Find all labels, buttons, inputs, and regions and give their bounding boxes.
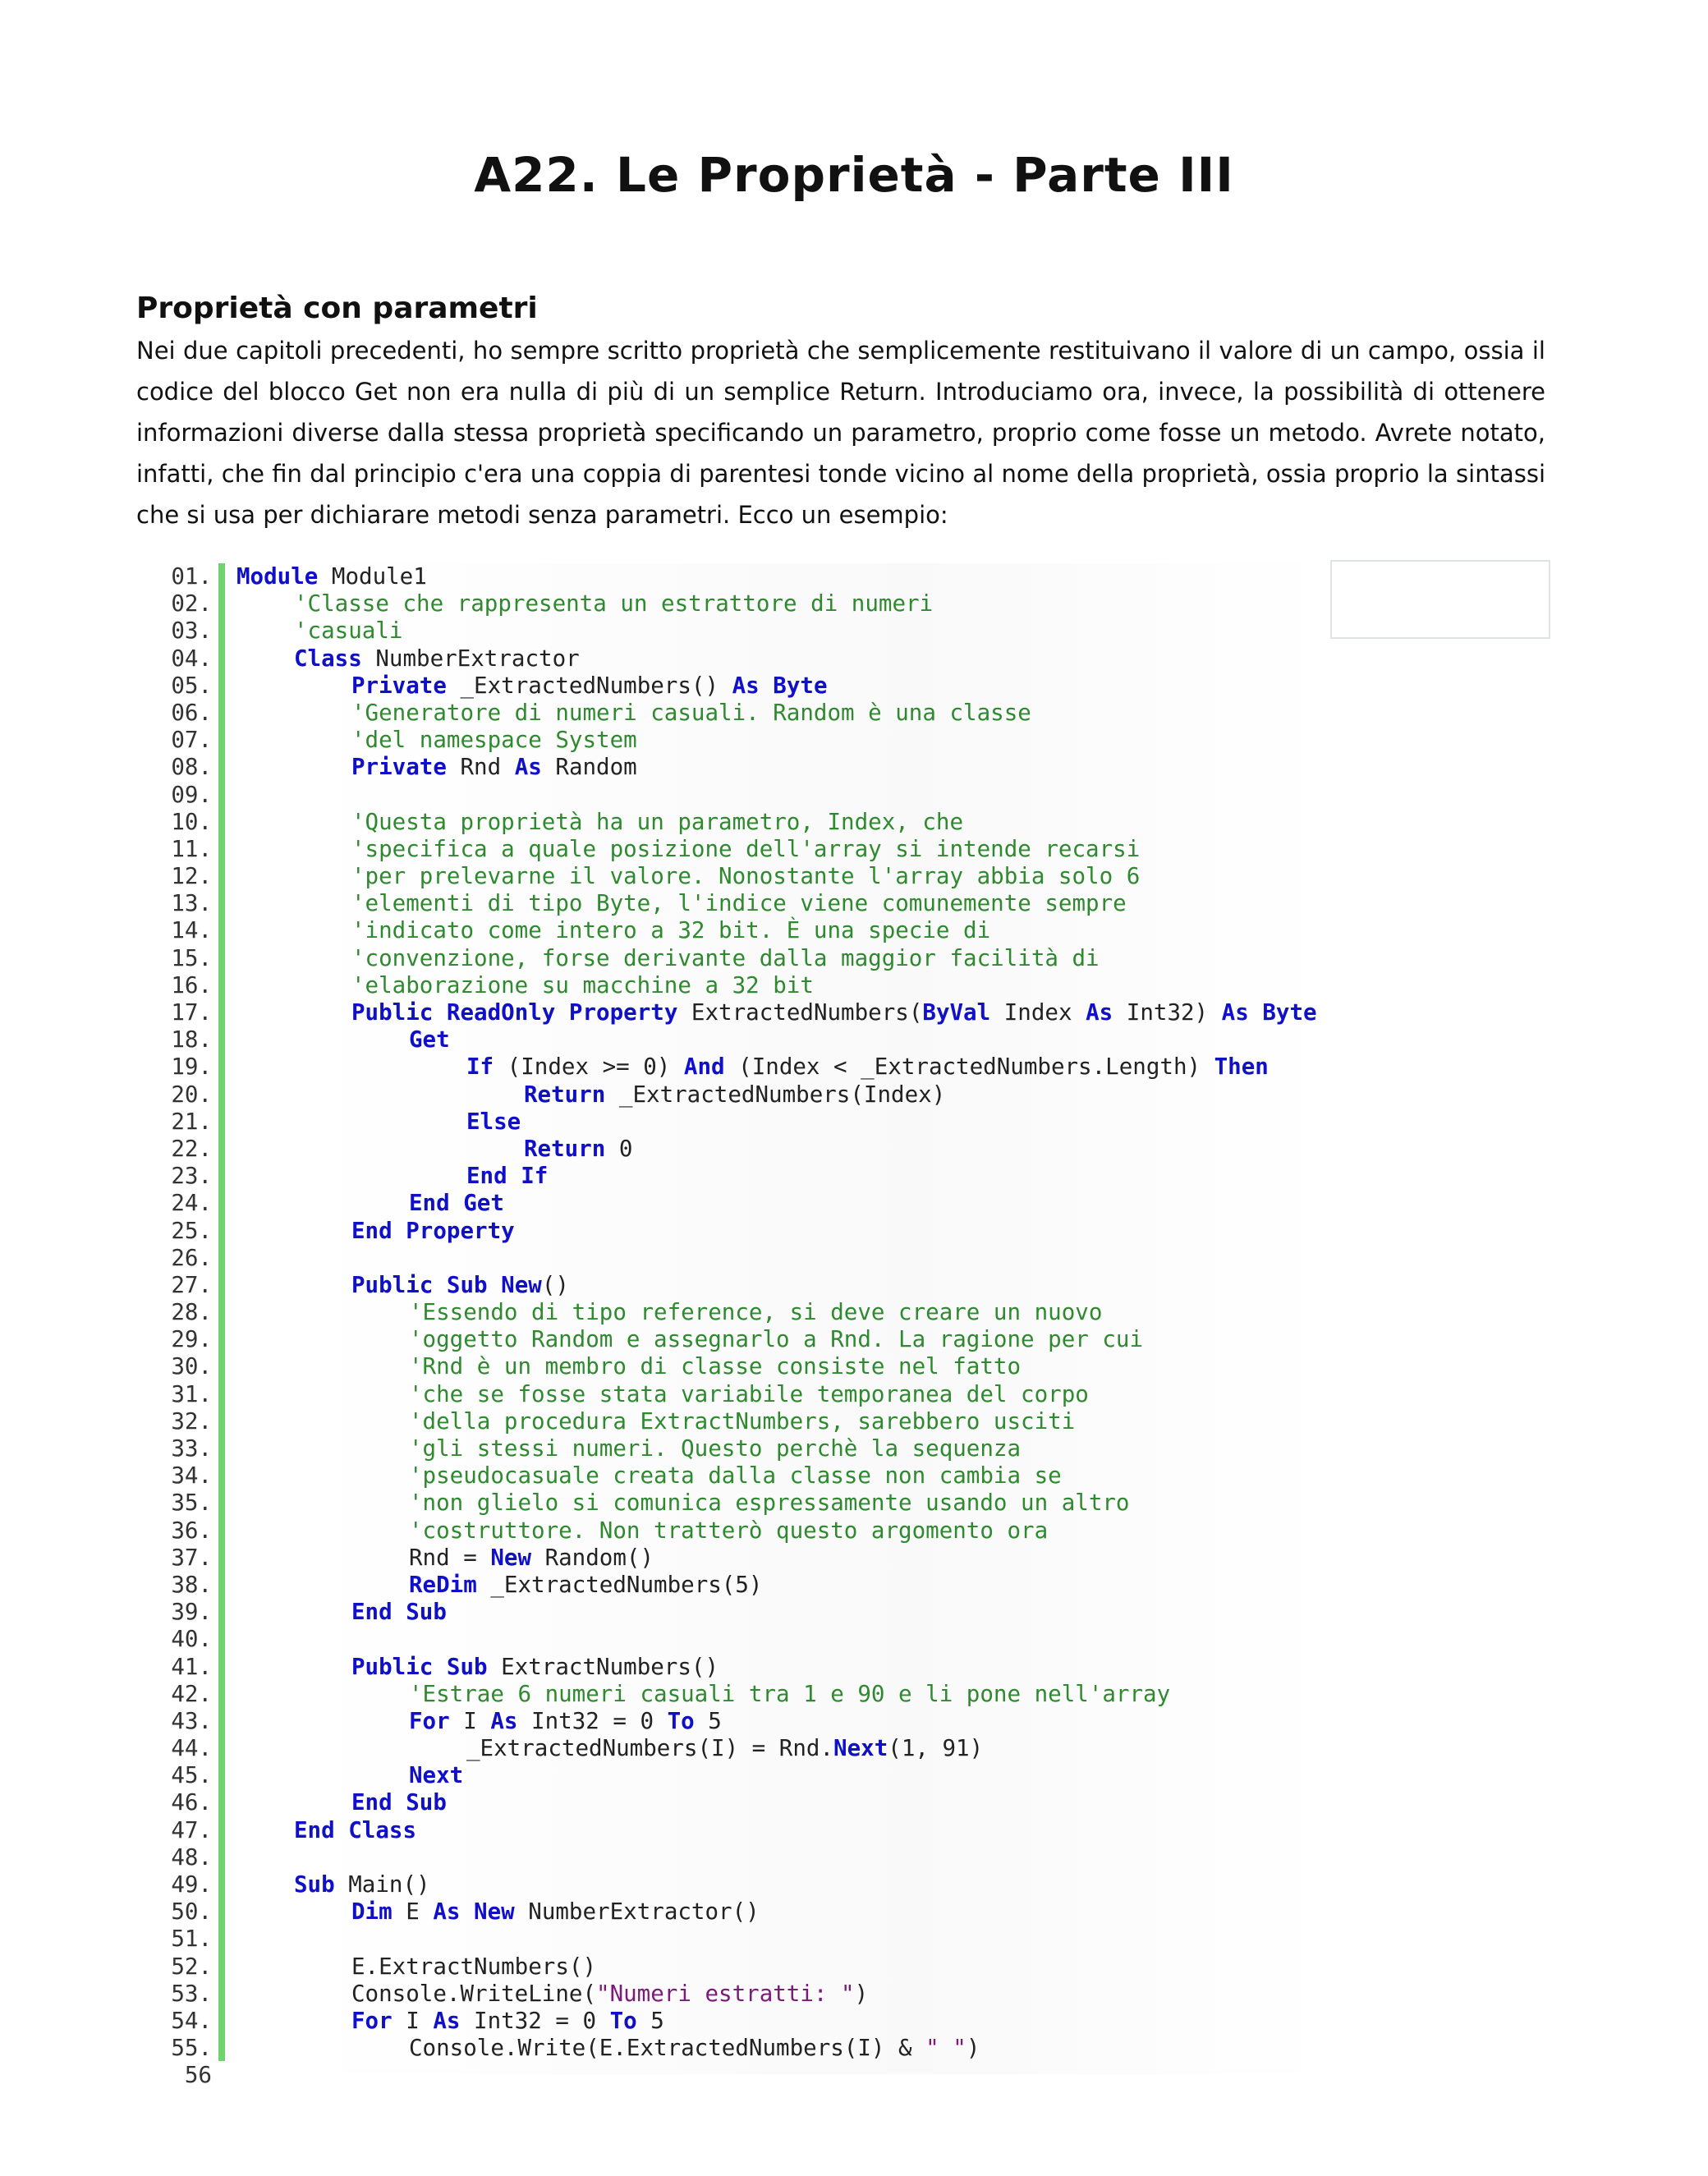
code-token [460,1898,474,1925]
code-token: Random() [531,1544,654,1571]
code-keyword: End Property [351,1217,515,1244]
code-line [156,1817,1552,1844]
code-text [236,1136,632,1163]
code-token: Int32) [1113,999,1222,1026]
code-line [156,1435,1552,1462]
code-token: (Index >= 0) [494,1054,684,1081]
code-text [236,1218,515,1245]
code-token: (1, 91) [888,1735,984,1762]
code-line [156,645,1552,673]
code-text [236,1871,430,1898]
code-text [236,1299,1102,1326]
code-line [156,1054,1552,1081]
code-keyword: New [490,1544,532,1571]
code-comment: 'convenzione, forse derivante dalla maggior facilità di [351,944,1100,971]
line-number: 22. [171,1135,212,1162]
line-number: 14. [171,917,212,944]
code-text [236,590,933,617]
code-token [433,999,447,1026]
code-block [156,563,1552,2089]
code-token: _ExtractedNumbers(5) [476,1571,763,1598]
code-token: Int32 = 0 [517,1707,668,1734]
code-keyword: ReadOnly [446,999,556,1026]
code-token: Console.WriteLine( [351,1980,597,2007]
line-number: 26. [171,1244,212,1271]
line-number: 56 [184,2062,212,2089]
code-text [236,754,637,781]
code-text [236,645,580,673]
code-text [236,1898,760,1926]
code-text [236,1490,1130,1517]
page-title: A22. Le Proprietà - Parte III [474,147,1234,203]
code-comment: 'della procedura ExtractNumbers, sarebbero usciti [409,1407,1076,1435]
code-line [156,1626,1552,1653]
line-number: 09. [171,781,212,808]
code-text [236,945,1100,972]
code-text [236,1762,463,1789]
line-number: 10. [171,808,212,835]
code-comment: 'Rnd è un membro di classe consiste nel fatto [409,1353,1022,1380]
line-number: 15. [171,944,212,971]
code-line [156,1762,1552,1789]
code-token: Module1 [318,563,427,590]
code-line [156,1353,1552,1380]
line-number: 40. [171,1626,212,1653]
code-line [156,563,1552,590]
code-comment: 'gli stessi numeri. Questo perchè la sequenza [409,1435,1022,1462]
code-text [236,972,814,999]
line-number: 53. [171,1980,212,2007]
code-token: 5 [636,2007,664,2034]
code-comment: 'per prelevarne il valore. Nonostante l'array abbia solo 6 [351,863,1141,890]
code-line [156,1026,1552,1054]
code-keyword: Then [1214,1054,1269,1081]
code-keyword: As [1221,999,1249,1026]
code-text [236,727,637,754]
line-number: 31. [171,1380,212,1407]
code-keyword: As [732,672,760,699]
code-keyword: Public [351,999,434,1026]
code-line [156,782,1552,809]
code-text [236,999,1317,1026]
code-keyword: For [351,2007,393,2034]
code-token: 0 [605,1135,633,1162]
code-line [156,1163,1552,1190]
code-comment: 'elementi di tipo Byte, l'indice viene comunemente sempre [351,890,1127,917]
code-keyword: Class [294,645,362,672]
code-keyword: As [1086,999,1113,1026]
code-line [156,590,1552,617]
code-token: E.ExtractNumbers() [351,1953,597,1980]
code-line [156,1981,1552,2008]
code-text [236,1272,569,1299]
line-number: 42. [171,1680,212,1707]
code-line [156,917,1552,944]
code-text [236,1953,596,1981]
code-line [156,863,1552,890]
line-number: 27. [171,1271,212,1298]
code-line [156,700,1552,727]
code-token: I [392,2007,434,2034]
code-token: _ExtractedNumbers(Index) [605,1081,946,1108]
code-token: NumberExtractor() [514,1898,760,1926]
line-number: 03. [171,617,212,645]
code-keyword: As [433,1898,461,1926]
code-string: "Numeri estratti: " [596,1980,855,2007]
line-number: 06. [171,699,212,726]
code-token [433,1272,447,1298]
intro-paragraph: Nei due capitoli precedenti, ho sempre scritto proprietà che semplicemente restituivano il valore di un campo, ossia il codice del blocco Get non era nulla di più di un semplice Return. Introduciamo ora, invece, la possibilità di ottenere informazioni diverse dalla stessa proprietà specificando un parametro, proprio come fosse un metodo. Avrete notato, infatti, che fin dal principio c'era una coppia di parentesi tonde vicino al nome della proprietà, ossia proprio la sintassi che si usa per dichiarare metodi senza parametri. Ecco un esempio: [136,337,1545,529]
line-number: 49. [171,1871,212,1898]
code-text [236,1654,719,1681]
code-string: " " [925,2035,966,2062]
line-number: 04. [171,645,212,672]
code-text [236,2035,980,2062]
code-line [156,1572,1552,1599]
code-token: Index [990,999,1086,1026]
line-number: 37. [171,1544,212,1571]
line-number: 34. [171,1462,212,1490]
line-number: 12. [171,863,212,890]
line-number: 20. [171,1081,212,1108]
line-number: 08. [171,754,212,781]
code-text [236,1353,1021,1380]
code-line [156,1654,1552,1681]
line-number: 35. [171,1490,212,1517]
line-number: 13. [171,890,212,917]
line-number: 16. [171,971,212,998]
code-line [156,1245,1552,1272]
line-number: 48. [171,1843,212,1871]
code-keyword: Property [568,999,678,1026]
code-keyword: Dim [351,1898,393,1926]
code-keyword: ReDim [409,1571,477,1598]
code-text [236,1026,450,1054]
code-keyword: Public [351,1271,434,1298]
line-number: 44. [171,1735,212,1762]
code-token: () [541,1271,569,1298]
code-text [236,1109,521,1136]
code-token [555,999,569,1026]
code-text [236,1081,945,1109]
code-line [156,2062,1552,2089]
code-lines [156,563,1552,2090]
code-token: ExtractedNumbers( [677,999,923,1026]
code-text [236,700,1031,727]
code-line [156,2008,1552,2035]
line-number: 47. [171,1816,212,1843]
code-line [156,1599,1552,1626]
code-line [156,1190,1552,1217]
code-text [236,2008,664,2035]
code-keyword: Byte [1262,999,1317,1026]
code-text [236,617,402,645]
line-number: 46. [171,1789,212,1816]
code-line [156,1844,1552,1871]
line-number: 21. [171,1108,212,1135]
code-comment: 'casuali [294,617,403,645]
section-heading: Proprietà con parametri [136,292,538,325]
code-text [236,1435,1021,1462]
code-keyword: As [433,2007,461,2034]
code-line [156,1735,1552,1762]
code-token [488,1272,502,1298]
line-number: 41. [171,1653,212,1680]
line-number: 38. [171,1571,212,1598]
code-keyword: For [409,1707,450,1734]
code-keyword: As [490,1707,518,1734]
line-number: 11. [171,835,212,862]
line-number: 30. [171,1353,212,1380]
code-comment: 'che se fosse stata variabile temporanea del corpo [409,1380,1089,1407]
code-line [156,1490,1552,1517]
code-keyword: Byte [773,672,828,699]
code-token: Rnd = [409,1544,491,1571]
code-keyword: New [501,1271,542,1298]
code-token: (Index < _ExtractedNumbers.Length) [724,1054,1214,1081]
code-comment: 'indicato come intero a 32 bit. È una specie di [351,917,991,944]
code-text [236,1163,548,1190]
line-number: 24. [171,1190,212,1217]
line-number: 43. [171,1707,212,1734]
code-line [156,1517,1552,1545]
code-keyword: Module [236,563,319,590]
code-line [156,1545,1552,1572]
code-line [156,2035,1552,2062]
code-text [236,836,1140,863]
code-text [236,1599,447,1626]
code-line [156,809,1552,836]
code-line [156,673,1552,700]
code-keyword: Private [351,672,447,699]
code-keyword: To [667,1707,695,1734]
line-number: 32. [171,1407,212,1435]
code-text [236,1054,1269,1081]
code-line [156,1218,1552,1245]
code-keyword: Public [351,1653,434,1680]
line-number: 33. [171,1435,212,1462]
line-number: 36. [171,1517,212,1544]
code-keyword: Return [524,1135,606,1162]
code-line [156,1462,1552,1490]
code-keyword: Next [833,1735,888,1762]
code-token [760,673,774,699]
code-comment: 'Generatore di numeri casuali. Random è una classe [351,699,1031,726]
line-number: 18. [171,1026,212,1054]
code-text [236,1708,722,1735]
code-keyword: Sub [446,1653,488,1680]
code-line [156,1789,1552,1816]
code-line [156,1708,1552,1735]
code-text [236,1326,1143,1353]
code-text [236,1381,1089,1408]
code-keyword: End If [466,1163,549,1190]
line-number: 23. [171,1163,212,1190]
code-keyword: New [474,1898,515,1926]
code-line [156,1272,1552,1299]
line-number: 55. [171,2035,212,2062]
code-text [236,1735,983,1762]
code-comment: 'specifica a quale posizione dell'array si intende recarsi [351,835,1141,862]
code-comment: 'Questa proprietà ha un parametro, Index, che [351,808,964,835]
code-token: Rnd [446,754,515,781]
code-comment: 'Estrae 6 numeri casuali tra 1 e 90 e li pone nell'array [409,1680,1171,1707]
code-comment: 'non glielo si comunica espressamente usando un altro [409,1490,1130,1517]
code-line [156,1136,1552,1163]
code-comment: 'elaborazione su macchine a 32 bit [351,971,814,998]
code-comment: 'pseudocasuale creata dalla classe non cambia se [409,1462,1062,1490]
code-keyword: To [609,2007,637,2034]
code-keyword: Sub [294,1871,335,1898]
code-text [236,890,1127,917]
code-keyword: ByVal [922,999,991,1026]
code-text [236,917,990,944]
code-text [236,1789,447,1816]
code-token: ExtractNumbers() [487,1653,719,1680]
line-number: 54. [171,2007,212,2034]
code-keyword: As [514,754,542,781]
code-comment: 'oggetto Random e assegnarlo a Rnd. La ragione per cui [409,1326,1144,1353]
code-keyword: Next [409,1762,464,1789]
line-number: 05. [171,672,212,699]
code-comment: 'del namespace System [351,727,637,754]
code-token: 5 [694,1707,722,1734]
code-line [156,1081,1552,1109]
code-line [156,1381,1552,1408]
code-line [156,1109,1552,1136]
code-comment: 'Classe che rappresenta un estrattore di numeri [294,590,934,617]
code-token: I [449,1707,491,1734]
code-line [156,1408,1552,1435]
code-line [156,1299,1552,1326]
code-line [156,1326,1552,1353]
code-token: _ExtractedNumbers(I) = Rnd. [466,1735,834,1762]
code-text [236,863,1140,890]
code-comment: 'Essendo di tipo reference, si deve creare un nuovo [409,1299,1103,1326]
code-line [156,754,1552,781]
code-text [236,563,427,590]
code-keyword: Return [524,1081,606,1108]
code-comment: 'costruttore. Non tratterò questo argomento ora [409,1517,1049,1544]
code-keyword: End Class [294,1816,417,1843]
code-token: Random [541,754,637,781]
code-keyword: If [466,1054,494,1081]
code-text [236,1190,504,1217]
code-text [236,1462,1062,1490]
line-number: 25. [171,1217,212,1244]
code-token: Main() [334,1871,430,1898]
code-token: _ExtractedNumbers() [446,672,732,699]
line-number: 19. [171,1054,212,1081]
code-keyword: Private [351,754,447,781]
code-line [156,727,1552,754]
code-line [156,999,1552,1026]
code-text [236,1408,1075,1435]
code-line [156,1681,1552,1708]
line-number: 52. [171,1953,212,1980]
code-line [156,1926,1552,1953]
code-keyword: Get [409,1026,450,1054]
line-number: 07. [171,727,212,754]
code-token: NumberExtractor [361,645,580,672]
code-line [156,945,1552,972]
code-keyword: End Sub [351,1789,447,1816]
code-line [156,972,1552,999]
code-keyword: End Get [409,1190,504,1217]
code-text [236,673,828,700]
line-number: 28. [171,1299,212,1326]
code-token: Console.Write(E.ExtractedNumbers(I) & [409,2035,926,2062]
line-number: 39. [171,1599,212,1626]
code-text [236,1817,416,1844]
code-text [236,1572,762,1599]
code-text [236,1681,1170,1708]
line-number: 50. [171,1898,212,1926]
code-keyword: Sub [446,1271,488,1298]
code-text [236,1517,1048,1545]
code-token: Int32 = 0 [460,2007,610,2034]
code-text [236,1545,654,1572]
code-keyword: And [683,1054,725,1081]
code-token [1249,999,1263,1026]
code-token: ) [966,2035,980,2062]
code-text [236,1981,868,2008]
line-number: 02. [171,590,212,617]
code-line [156,617,1552,645]
line-number: 45. [171,1762,212,1789]
code-token: ) [854,1980,869,2007]
code-token: E [392,1898,434,1926]
code-line [156,1898,1552,1926]
line-number: 29. [171,1326,212,1353]
code-keyword: End Sub [351,1599,447,1626]
code-keyword: Else [466,1108,521,1135]
code-token [433,1654,447,1680]
code-text [236,809,963,836]
code-line [156,1871,1552,1898]
code-line [156,836,1552,863]
code-line [156,1953,1552,1981]
line-number: 17. [171,999,212,1026]
code-line [156,890,1552,917]
line-number: 51. [171,1926,212,1953]
line-number: 01. [171,563,212,590]
